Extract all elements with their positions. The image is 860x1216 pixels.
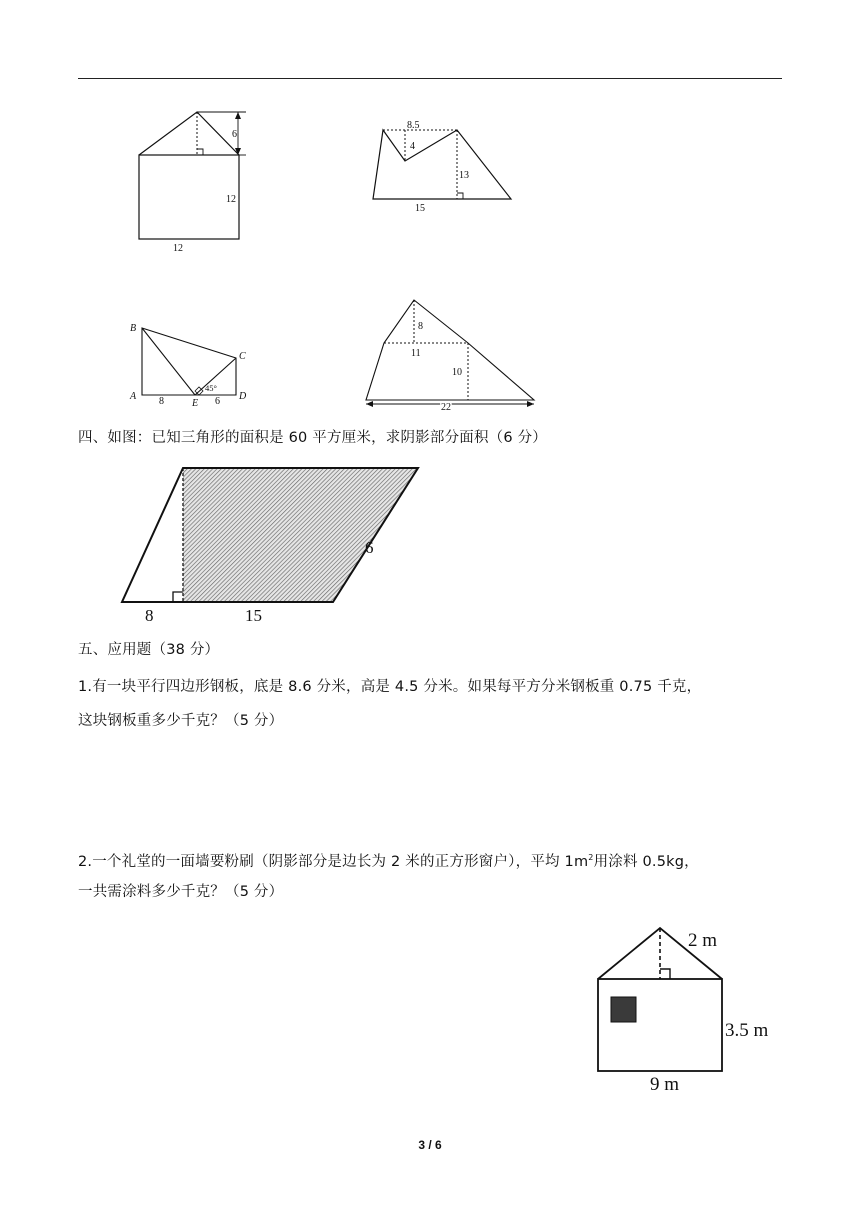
page-number: 3 / 6: [418, 1138, 442, 1152]
q2-text-a: 2.一个礼堂的一面墙要粉刷（阴影部分是边长为 2 米的正方形窗户），平均 1m: [78, 853, 589, 870]
fig4-lower-height-label: 10: [452, 367, 462, 378]
fig4-base-label: 22: [441, 402, 451, 413]
fig4-mid-width-label: 11: [411, 348, 421, 359]
fig3-point-c: C: [239, 351, 246, 362]
fig4-top-height-label: 8: [418, 321, 423, 332]
question-1-line-2: 这块钢板重多少千克？（5 分）: [78, 713, 284, 729]
fig3-point-a: A: [130, 391, 137, 402]
figure-notched-polygon: [365, 115, 525, 220]
fig5-side-label: 6: [365, 538, 374, 557]
fig3-point-d: D: [239, 391, 247, 402]
fig6-base-label: 9 m: [650, 1074, 680, 1095]
fig1-height-label: 6: [232, 129, 237, 140]
figure-composite-22: [360, 295, 545, 420]
fig6-height-label: 3.5 m: [725, 1020, 769, 1041]
figure-trapezoid-abcd: [125, 318, 255, 413]
section-five-heading: 五、应用题（38 分）: [78, 642, 220, 658]
fig2-top-label: 8.5: [407, 120, 420, 131]
figure-hall-wall: [590, 920, 790, 1100]
fig2-notch-label: 4: [410, 141, 415, 152]
fig6-roof-label: 2 m: [688, 930, 718, 951]
figure-square-with-triangle: [120, 100, 260, 260]
figure-shaded-parallelogram: [115, 460, 405, 630]
fig2-height-label: 13: [459, 170, 469, 181]
fig1-side-label: 12: [226, 194, 236, 205]
q2-superscript: 2: [588, 853, 594, 862]
fig3-point-e: E: [192, 398, 199, 409]
fig5-right-label: 15: [245, 606, 262, 625]
fig3-point-b: B: [130, 323, 137, 334]
fig5-left-label: 8: [145, 606, 154, 625]
fig3-ae-label: 8: [159, 396, 164, 407]
question-2-line-1: [78, 848, 699, 872]
fig3-ed-label: 6: [215, 396, 220, 407]
section-four-heading: 四、如图：已知三角形的面积是 60 平方厘米，求阴影部分面积（6 分）: [78, 430, 548, 446]
fig2-base-label: 15: [415, 203, 425, 214]
fig3-angle-label: 45°: [205, 383, 217, 393]
window-square: [611, 997, 636, 1022]
question-1-line-1: 1.有一块平行四边形钢板，底是 8.6 分米，高是 4.5 分米。如果每平方分米钢板重 0.75 千克，: [78, 679, 702, 695]
question-2-line-2: 一共需涂料多少千克？（5 分）: [78, 884, 284, 900]
header-rule: [78, 78, 782, 79]
fig1-base-label: 12: [173, 243, 183, 254]
q2-text-b: 用涂料 0.5kg，: [593, 853, 699, 870]
